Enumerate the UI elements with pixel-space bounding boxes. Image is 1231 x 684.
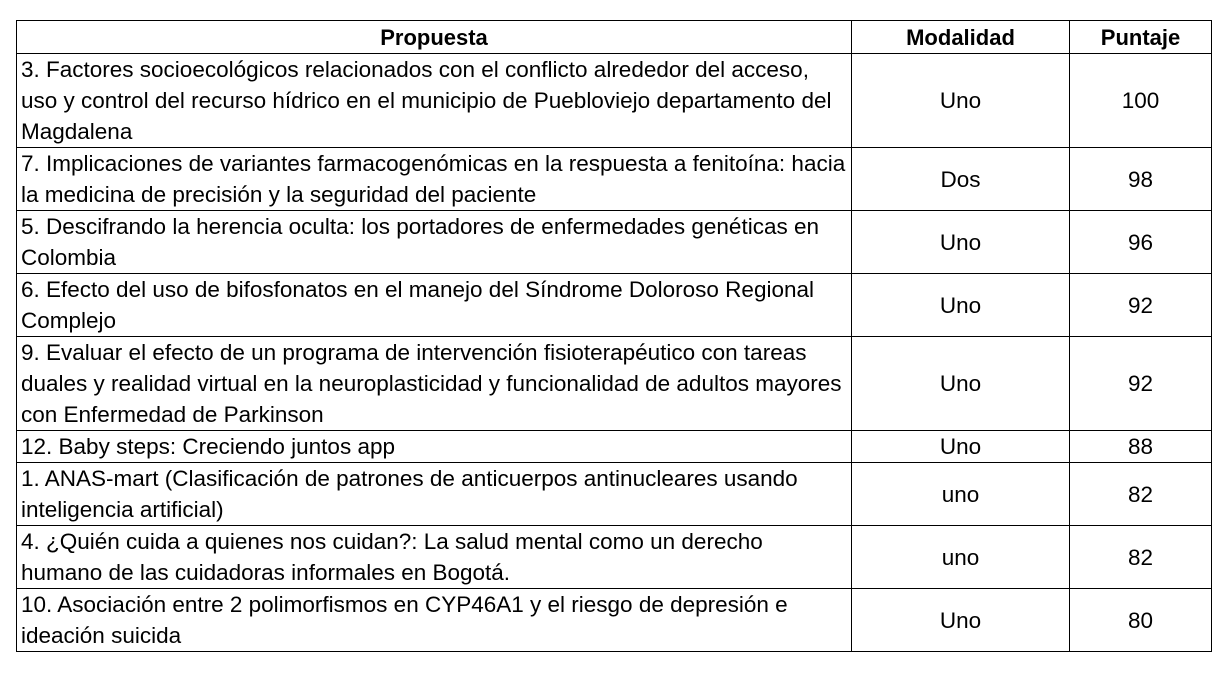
table-row [17,589,1212,652]
header-modalidad: Modalidad [852,21,1070,54]
cell-modalidad: Uno [852,274,1070,337]
table-row [17,54,1212,148]
cell-modalidad: Uno [852,54,1070,148]
table-row [17,431,1212,463]
cell-puntaje: 82 [1070,463,1212,526]
cell-propuesta: 6. Efecto del uso de bifosfonatos en el manejo del Síndrome Doloroso Regional Complejo [17,274,852,337]
cell-modalidad: Uno [852,337,1070,431]
cell-modalidad: Uno [852,211,1070,274]
cell-propuesta: 5. Descifrando la herencia oculta: los portadores de enfermedades genéticas en Colombia [17,211,852,274]
cell-propuesta: 7. Implicaciones de variantes farmacogenómicas en la respuesta a fenitoína: hacia la medicina de precisión y la seguridad del paciente [17,148,852,211]
cell-propuesta: 1. ANAS-mart (Clasificación de patrones de anticuerpos antinucleares usando inteligencia artificial) [17,463,852,526]
table-row [17,148,1212,211]
table-row [17,526,1212,589]
table-row [17,274,1212,337]
cell-modalidad: Dos [852,148,1070,211]
cell-modalidad: Uno [852,589,1070,652]
cell-puntaje: 92 [1070,337,1212,431]
cell-puntaje: 92 [1070,274,1212,337]
proposals-table [16,20,1212,652]
header-propuesta: Propuesta [17,21,852,54]
cell-puntaje: 82 [1070,526,1212,589]
header-row [17,21,1212,54]
table-row [17,211,1212,274]
cell-propuesta: 10. Asociación entre 2 polimorfismos en CYP46A1 y el riesgo de depresión e ideación suicida [17,589,852,652]
cell-puntaje: 98 [1070,148,1212,211]
cell-propuesta: 12. Baby steps: Creciendo juntos app [17,431,852,463]
cell-puntaje: 80 [1070,589,1212,652]
cell-propuesta: 4. ¿Quién cuida a quienes nos cuidan?: La salud mental como un derecho humano de las cuidadoras informales en Bogotá. [17,526,852,589]
cell-modalidad: Uno [852,431,1070,463]
cell-modalidad: uno [852,463,1070,526]
cell-puntaje: 100 [1070,54,1212,148]
cell-puntaje: 96 [1070,211,1212,274]
table-row [17,337,1212,431]
cell-propuesta: 3. Factores socioecológicos relacionados con el conflicto alrededor del acceso, uso y control del recurso hídrico en el municipio de Puebloviejo departamento del Magdalena [17,54,852,148]
table-row [17,463,1212,526]
cell-modalidad: uno [852,526,1070,589]
cell-propuesta: 9. Evaluar el efecto de un programa de intervención fisioterapéutico con tareas duales y realidad virtual en la neuroplasticidad y funcionalidad de adultos mayores con Enfermedad de Parkinson [17,337,852,431]
cell-puntaje: 88 [1070,431,1212,463]
header-puntaje: Puntaje [1070,21,1212,54]
